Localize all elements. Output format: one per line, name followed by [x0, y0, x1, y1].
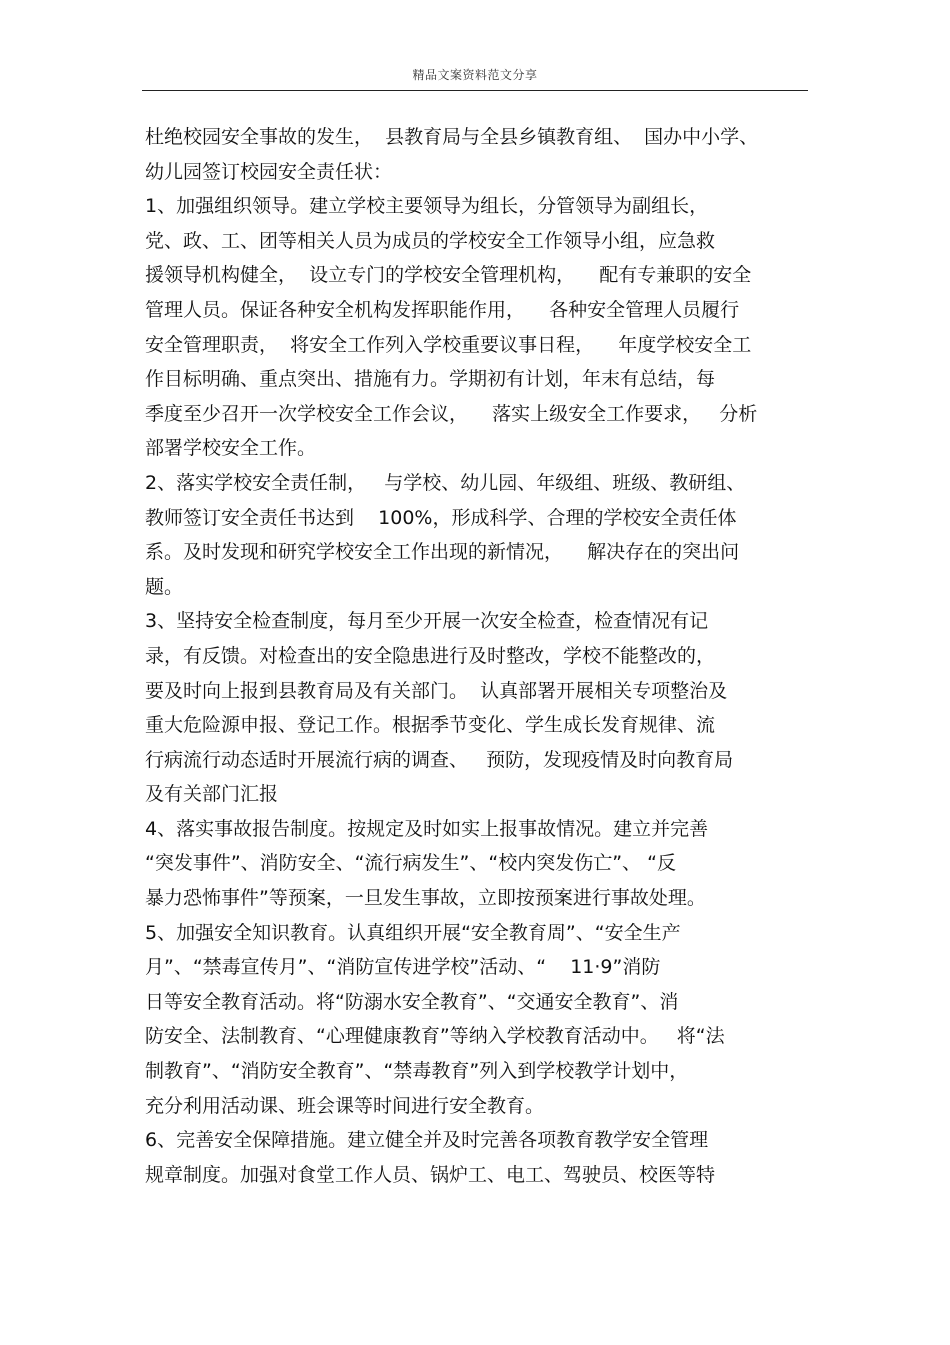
text-line: 录，有反馈。对检查出的安全隐患进行及时整改，学校不能整改的， [145, 644, 716, 667]
text-line: 2、落实学校安全责任制， 与学校、幼儿园、年级组、班级、教研组、 [145, 471, 746, 494]
text-line: 3、坚持安全检查制度，每月至少开展一次安全检查，检查情况有记 [145, 610, 709, 633]
header-divider [142, 90, 808, 91]
text-line: 作目标明确、重点突出、措施有力。学期初有计划，年末有总结，每 [145, 368, 716, 391]
text-line: 党、政、工、团等相关人员为成员的学校安全工作领导小组，应急救 [145, 229, 716, 252]
text-line: 月”、“禁毒宣传月”、“消防宣传进学校”活动、“ 11·9”消防 [145, 956, 661, 979]
text-line: 充分利用活动课、班会课等时间进行安全教育。 [145, 1094, 545, 1117]
text-line: 5、加强安全知识教育。认真组织开展“安全教育周”、“安全生产 [145, 921, 681, 944]
text-line: 4、落实事故报告制度。按规定及时如实上报事故情况。建立并完善 [145, 817, 709, 840]
text-line: 季度至少召开一次学校安全工作会议， 落实上级安全工作要求， 分析 [145, 402, 758, 425]
text-line: 日等安全教育活动。将“防溺水安全教育”、“交通安全教育”、消 [145, 990, 679, 1013]
text-line: 系。及时发现和研究学校安全工作出现的新情况， 解决存在的突出问 [145, 541, 740, 564]
document-body [145, 120, 810, 1192]
page-header-title: 精品文案资料范文分享 [412, 68, 538, 82]
text-line: “突发事件”、消防安全、“流行病发生”、“校内突发伤亡”、 “反 [145, 852, 676, 875]
text-line: 杜绝校园安全事故的发生， 县教育局与全县乡镇教育组、 国办中小学、 [145, 126, 759, 148]
text-line: 要及时向上报到县教育局及有关部门。 认真部署开展相关专项整治及 [145, 679, 728, 702]
text-line: 题。 [145, 575, 184, 598]
text-line: 援领导机构健全， 设立专门的学校安全管理机构， 配有专兼职的安全 [145, 264, 752, 287]
text-line: 管理人员。保证各种安全机构发挥职能作用， 各种安全管理人员履行 [145, 298, 740, 321]
text-line: 1、加强组织领导。建立学校主要领导为组长，分管领导为副组长， [145, 195, 709, 218]
text-line: 及有关部门汇报 [145, 783, 279, 806]
text-line: 安全管理职责， 将安全工作列入学校重要议事日程， 年度学校安全工 [145, 333, 752, 356]
text-line: 规章制度。加强对食堂工作人员、锅炉工、电工、驾驶员、校医等特 [145, 1163, 716, 1186]
text-line: 幼儿园签订校园安全责任状： [145, 160, 393, 183]
text-line: 制教育”、“消防安全教育”、“禁毒教育”列入到学校教学计划中， [145, 1060, 689, 1083]
text-line: 教师签订安全责任书达到 100%，形成科学、合理的学校安全责任体 [145, 506, 737, 529]
text-line: 防安全、法制教育、“心理健康教育”等纳入学校教育活动中。 将“法 [145, 1025, 725, 1048]
text-line: 6、完善安全保障措施。建立健全并及时完善各项教育教学安全管理 [145, 1129, 709, 1152]
text-line: 暴力恐怖事件”等预案，一旦发生事故，立即按预案进行事故处理。 [145, 887, 706, 910]
text-line: 行病流行动态适时开展流行病的调查、 预防，发现疫情及时向教育局 [145, 748, 734, 771]
text-line: 重大危险源申报、登记工作。根据季节变化、学生成长发育规律、流 [145, 714, 716, 737]
text-line: 部署学校安全工作。 [145, 437, 317, 460]
